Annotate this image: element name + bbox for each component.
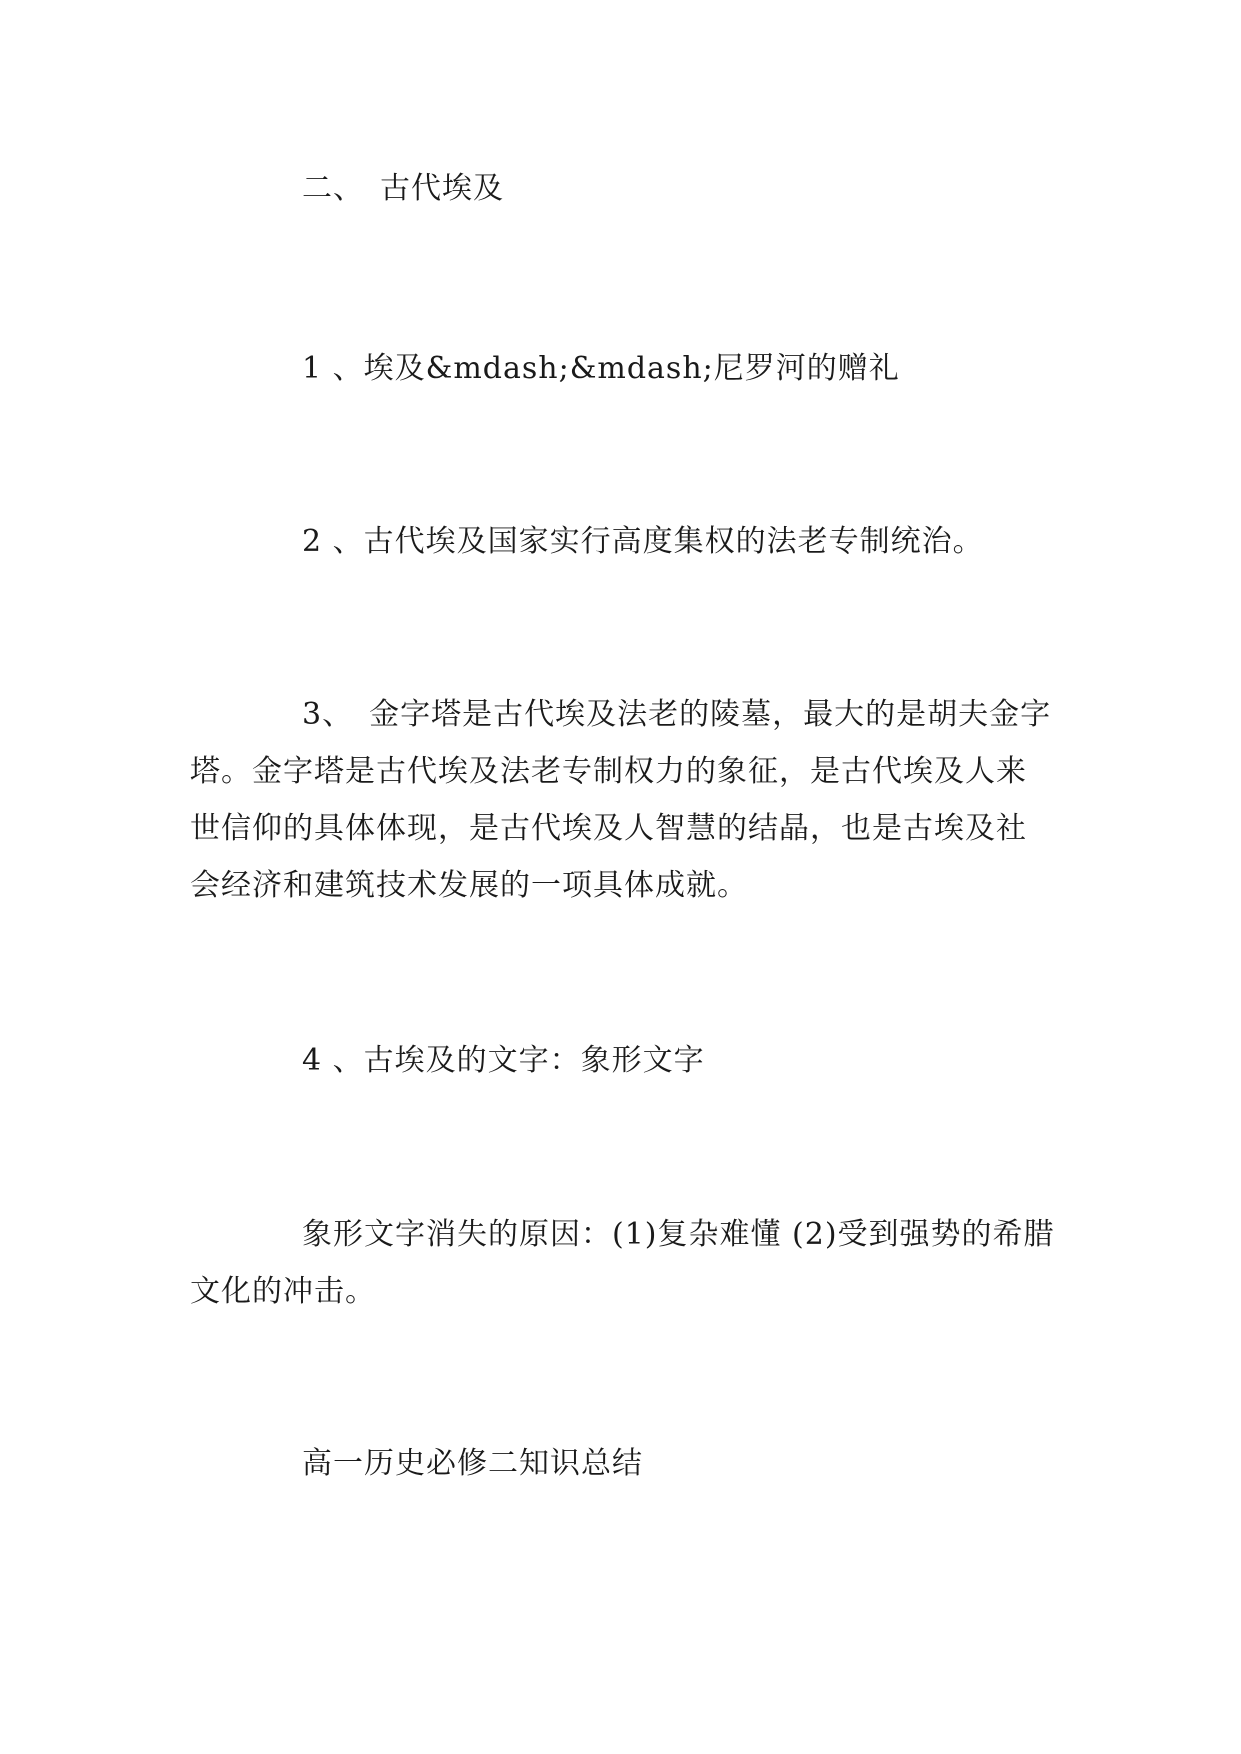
section-heading-ancient-egypt: 二、 古代埃及 — [302, 171, 504, 206]
list-item-4-writing: 4 、古埃及的文字：象形文字 — [302, 1043, 705, 1078]
paragraph-hieroglyph-reasons: 象形文字消失的原因：(1)复杂难懂 (2)受到强势的希腊文化的冲击。 — [190, 1217, 1055, 1309]
list-item-2: 2 、古代埃及国家实行高度集权的法老专制统治。 — [302, 524, 984, 559]
list-item-3-pyramids: 3、 金字塔是古代埃及法老的陵墓，最大的是胡夫金字塔。金字塔是古代埃及法老专制权力的象征，是古代埃及人来世信仰的具体体现，是古代埃及人智慧的结晶，也是古埃及社会经济和建筑技术发展的一项具体成就。 — [190, 697, 1052, 903]
list-item-1: 1 、埃及&mdash;&mdash;尼罗河的赠礼 — [302, 351, 900, 386]
next-section-title: 高一历史必修二知识总结 — [302, 1446, 643, 1481]
